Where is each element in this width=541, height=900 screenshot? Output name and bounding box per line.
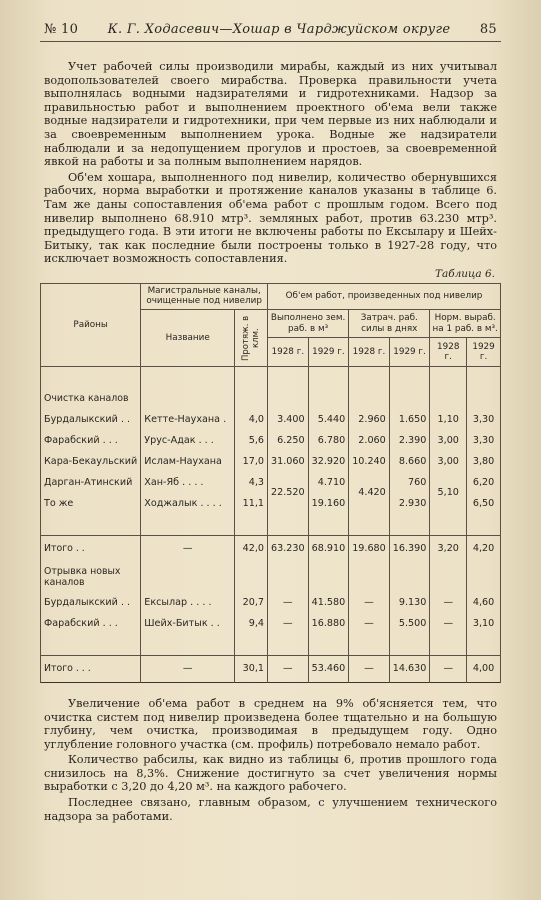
header-length: Протяж. в клм. (235, 309, 268, 366)
total-row-cleaning (41, 535, 501, 562)
cell-volume-1928: 3.400 (268, 409, 309, 430)
cell-spent-1929: 760 (389, 472, 430, 493)
section-new-canals-label: Отрывка новых каналов (41, 562, 141, 592)
cell-canal-name: Ходжалык . . . . (141, 493, 235, 514)
cell-spent-1929: 2.930 (389, 493, 430, 514)
cell-total-volume-1929: 53.460 (308, 655, 349, 682)
cell-length: 5,6 (235, 430, 268, 451)
cell-norm-1928: — (430, 592, 467, 613)
header-spent: Затрач. раб. силы в днях (349, 309, 430, 338)
paragraph-labor-decrease: Количество рабсилы, как видно из таблицы 6, против прошлого года снизилось на 8,3%. Снижение достигнуто за счет увеличения нормы выработки с 3,20 до 4,20 м³. на каждого рабочего. (44, 753, 497, 794)
cell-total-volume-1929: 68.910 (308, 535, 349, 562)
cell-spent-1928: 2.060 (349, 430, 390, 451)
table-row (41, 613, 501, 634)
cell-volume-1928: 6.250 (268, 430, 309, 451)
cell-volume-1929: 16.880 (308, 613, 349, 634)
cell-length: 11,1 (235, 493, 268, 514)
cell-region: То же (41, 493, 141, 514)
cell-region: Кара-Бекаульский (41, 451, 141, 472)
cell-region: Фарабский . . . (41, 613, 141, 634)
cell-total-length: 42,0 (235, 535, 268, 562)
table-row (41, 592, 501, 613)
table-caption: Таблица 6. (434, 267, 495, 280)
cell-volume-1928-combined: 22.520 (268, 472, 309, 514)
header-year-1928: 1928 г. (349, 338, 390, 367)
cell-length: 4,0 (235, 409, 268, 430)
cell-volume-1929: 6.780 (308, 430, 349, 451)
cell-total-spent-1928: — (349, 655, 390, 682)
cell-norm-1928: 3,00 (430, 430, 467, 451)
cell-canal-name: Ексылар . . . . (141, 592, 235, 613)
cell-total-norm-1929: 4,20 (467, 535, 501, 562)
cell-total-volume-1928: 63.230 (268, 535, 309, 562)
cell-norm-1928: — (430, 613, 467, 634)
header-regions: Районы (41, 283, 141, 366)
running-title: К. Г. Ходасевич—Хошар в Чарджуйском округе (107, 22, 451, 37)
cell-total-name: — (141, 655, 235, 682)
cell-length: 9,4 (235, 613, 268, 634)
running-header (40, 22, 501, 42)
cell-canal-name: Хан-Яб . . . . (141, 472, 235, 493)
header-year-1929: 1929 г. (308, 338, 349, 367)
cell-total-norm-1928: — (430, 655, 467, 682)
header-year-1929: 1929 г. (389, 338, 430, 367)
header-year-1928: 1928 г. (430, 338, 467, 367)
cell-total-norm-1928: 3,20 (430, 535, 467, 562)
cell-total-spent-1929: 16.390 (389, 535, 430, 562)
paragraph-labor-accounting: Учет рабочей силы производили мирабы, каждый из них учитывал водопользователей своего мирабства. Проверка правильности учета выполнялась водными надзирателями и гидротехниками. Надзор за правильностью работ и выполнением проектного об'ема вели также водные надзиратели и гидротехники, при чем первые из них наблюдали и за своевременным выполнением урока. Водные же надзиратели наблюдали и за недопущением прогулов и простоев, за своевременной явкой на работы и за полным выполнением нарядов. (44, 60, 497, 169)
cell-volume-1929: 4.710 (308, 472, 349, 493)
cell-total-label: Итого . . . (41, 655, 141, 682)
cell-total-volume-1928: — (268, 655, 309, 682)
cell-spent-1929: 2.390 (389, 430, 430, 451)
cell-spent-1928: 10.240 (349, 451, 390, 472)
cell-total-label: Итого . . (41, 535, 141, 562)
header-main-canals: Магистральные каналы, очищенные под нивелир (141, 283, 268, 309)
cell-region: Бурдалыкский . . (41, 409, 141, 430)
cell-canal-name: Урус-Адак . . . (141, 430, 235, 451)
cell-norm-1929: 3,30 (467, 430, 501, 451)
table-row (41, 430, 501, 451)
cell-spent-1929: 1.650 (389, 409, 430, 430)
cell-length: 4,3 (235, 472, 268, 493)
cell-total-spent-1928: 19.680 (349, 535, 390, 562)
header-done: Выполнено зем. раб. в м³ (268, 309, 349, 338)
cell-norm-1929: 6,50 (467, 493, 501, 514)
cell-volume-1929: 41.580 (308, 592, 349, 613)
section-cleaning-label: Очистка каналов (41, 388, 141, 409)
cell-volume-1929: 5.440 (308, 409, 349, 430)
paragraph-volume-summary: Об'ем хошара, выполненного под нивелир, количество обернувшихся рабочих, норма выработки и протяжение каналов указаны в таблице 6. Там же даны сопоставления об'ема работ с прошлым годом. Всего под нивелир выполнено 68.910 мтр³. земляных работ, против 63.230 мтр³. предыдущего года. В эти итоги не включены работы по Ексылару и Шейх-Битыку, так как последние были построены только в 1927-28 году, что исключает возможность сопоставления. (44, 170, 497, 266)
page-number-right: 85 (479, 22, 497, 37)
total-row-new-canals (41, 655, 501, 682)
cell-volume-1928: — (268, 592, 309, 613)
cell-volume-1929: 32.920 (308, 451, 349, 472)
header-norm: Норм. выраб. на 1 раб. в м³. (430, 309, 501, 338)
header-name: Название (141, 309, 235, 366)
cell-region: Бурдалыкский . . (41, 592, 141, 613)
cell-volume-1929: 19.160 (308, 493, 349, 514)
cell-norm-1929: 6,20 (467, 472, 501, 493)
table-row (41, 451, 501, 472)
cell-total-norm-1929: 4,00 (467, 655, 501, 682)
cell-region: Дарган-Атинский (41, 472, 141, 493)
header-year-1928: 1928 г. (268, 338, 309, 367)
cell-norm-1929: 4,60 (467, 592, 501, 613)
cell-length: 20,7 (235, 592, 268, 613)
cell-spent-1928: 2.960 (349, 409, 390, 430)
cell-norm-1928: 3,00 (430, 451, 467, 472)
cell-canal-name: Ислам-Наухана (141, 451, 235, 472)
cell-spent-1928-combined: 4.420 (349, 472, 390, 514)
cell-volume-1928: 31.060 (268, 451, 309, 472)
cell-canal-name: Кетте-Наухана . (141, 409, 235, 430)
cell-norm-1929: 3,30 (467, 409, 501, 430)
paragraph-supervision: Последнее связано, главным образом, с улучшением технического надзора за работами. (44, 796, 497, 823)
cell-norm-1928-combined: 5,10 (430, 472, 467, 514)
cell-spent-1929: 5.500 (389, 613, 430, 634)
cell-length: 17,0 (235, 451, 268, 472)
table-row (41, 472, 501, 493)
cell-norm-1929: 3,10 (467, 613, 501, 634)
page-number-left: № 10 (44, 22, 79, 37)
cell-norm-1928: 1,10 (430, 409, 467, 430)
paragraph-volume-increase: Увеличение об'ема работ в среднем на 9% об'ясняется тем, что очистка систем под нивелир произведена более тщательно и на большую глубину, чем очистка, производимая в предыдущем году. Одно углубление головного участка (см. профиль) потребовало немало работ. (44, 696, 497, 751)
works-table (40, 283, 501, 683)
table-row (41, 409, 501, 430)
cell-spent-1928: — (349, 592, 390, 613)
cell-region: Фарабский . . . (41, 430, 141, 451)
cell-volume-1928: — (268, 613, 309, 634)
cell-total-length: 30,1 (235, 655, 268, 682)
cell-spent-1928: — (349, 613, 390, 634)
cell-total-name: — (141, 535, 235, 562)
header-year-1929: 1929 г. (467, 338, 501, 367)
cell-norm-1929: 3,80 (467, 451, 501, 472)
cell-total-spent-1929: 14.630 (389, 655, 430, 682)
header-volume-group: Об'ем работ, произведенных под нивелир (268, 283, 501, 309)
cell-spent-1929: 9.130 (389, 592, 430, 613)
cell-canal-name: Шейх-Битык . . (141, 613, 235, 634)
cell-spent-1929: 8.660 (389, 451, 430, 472)
